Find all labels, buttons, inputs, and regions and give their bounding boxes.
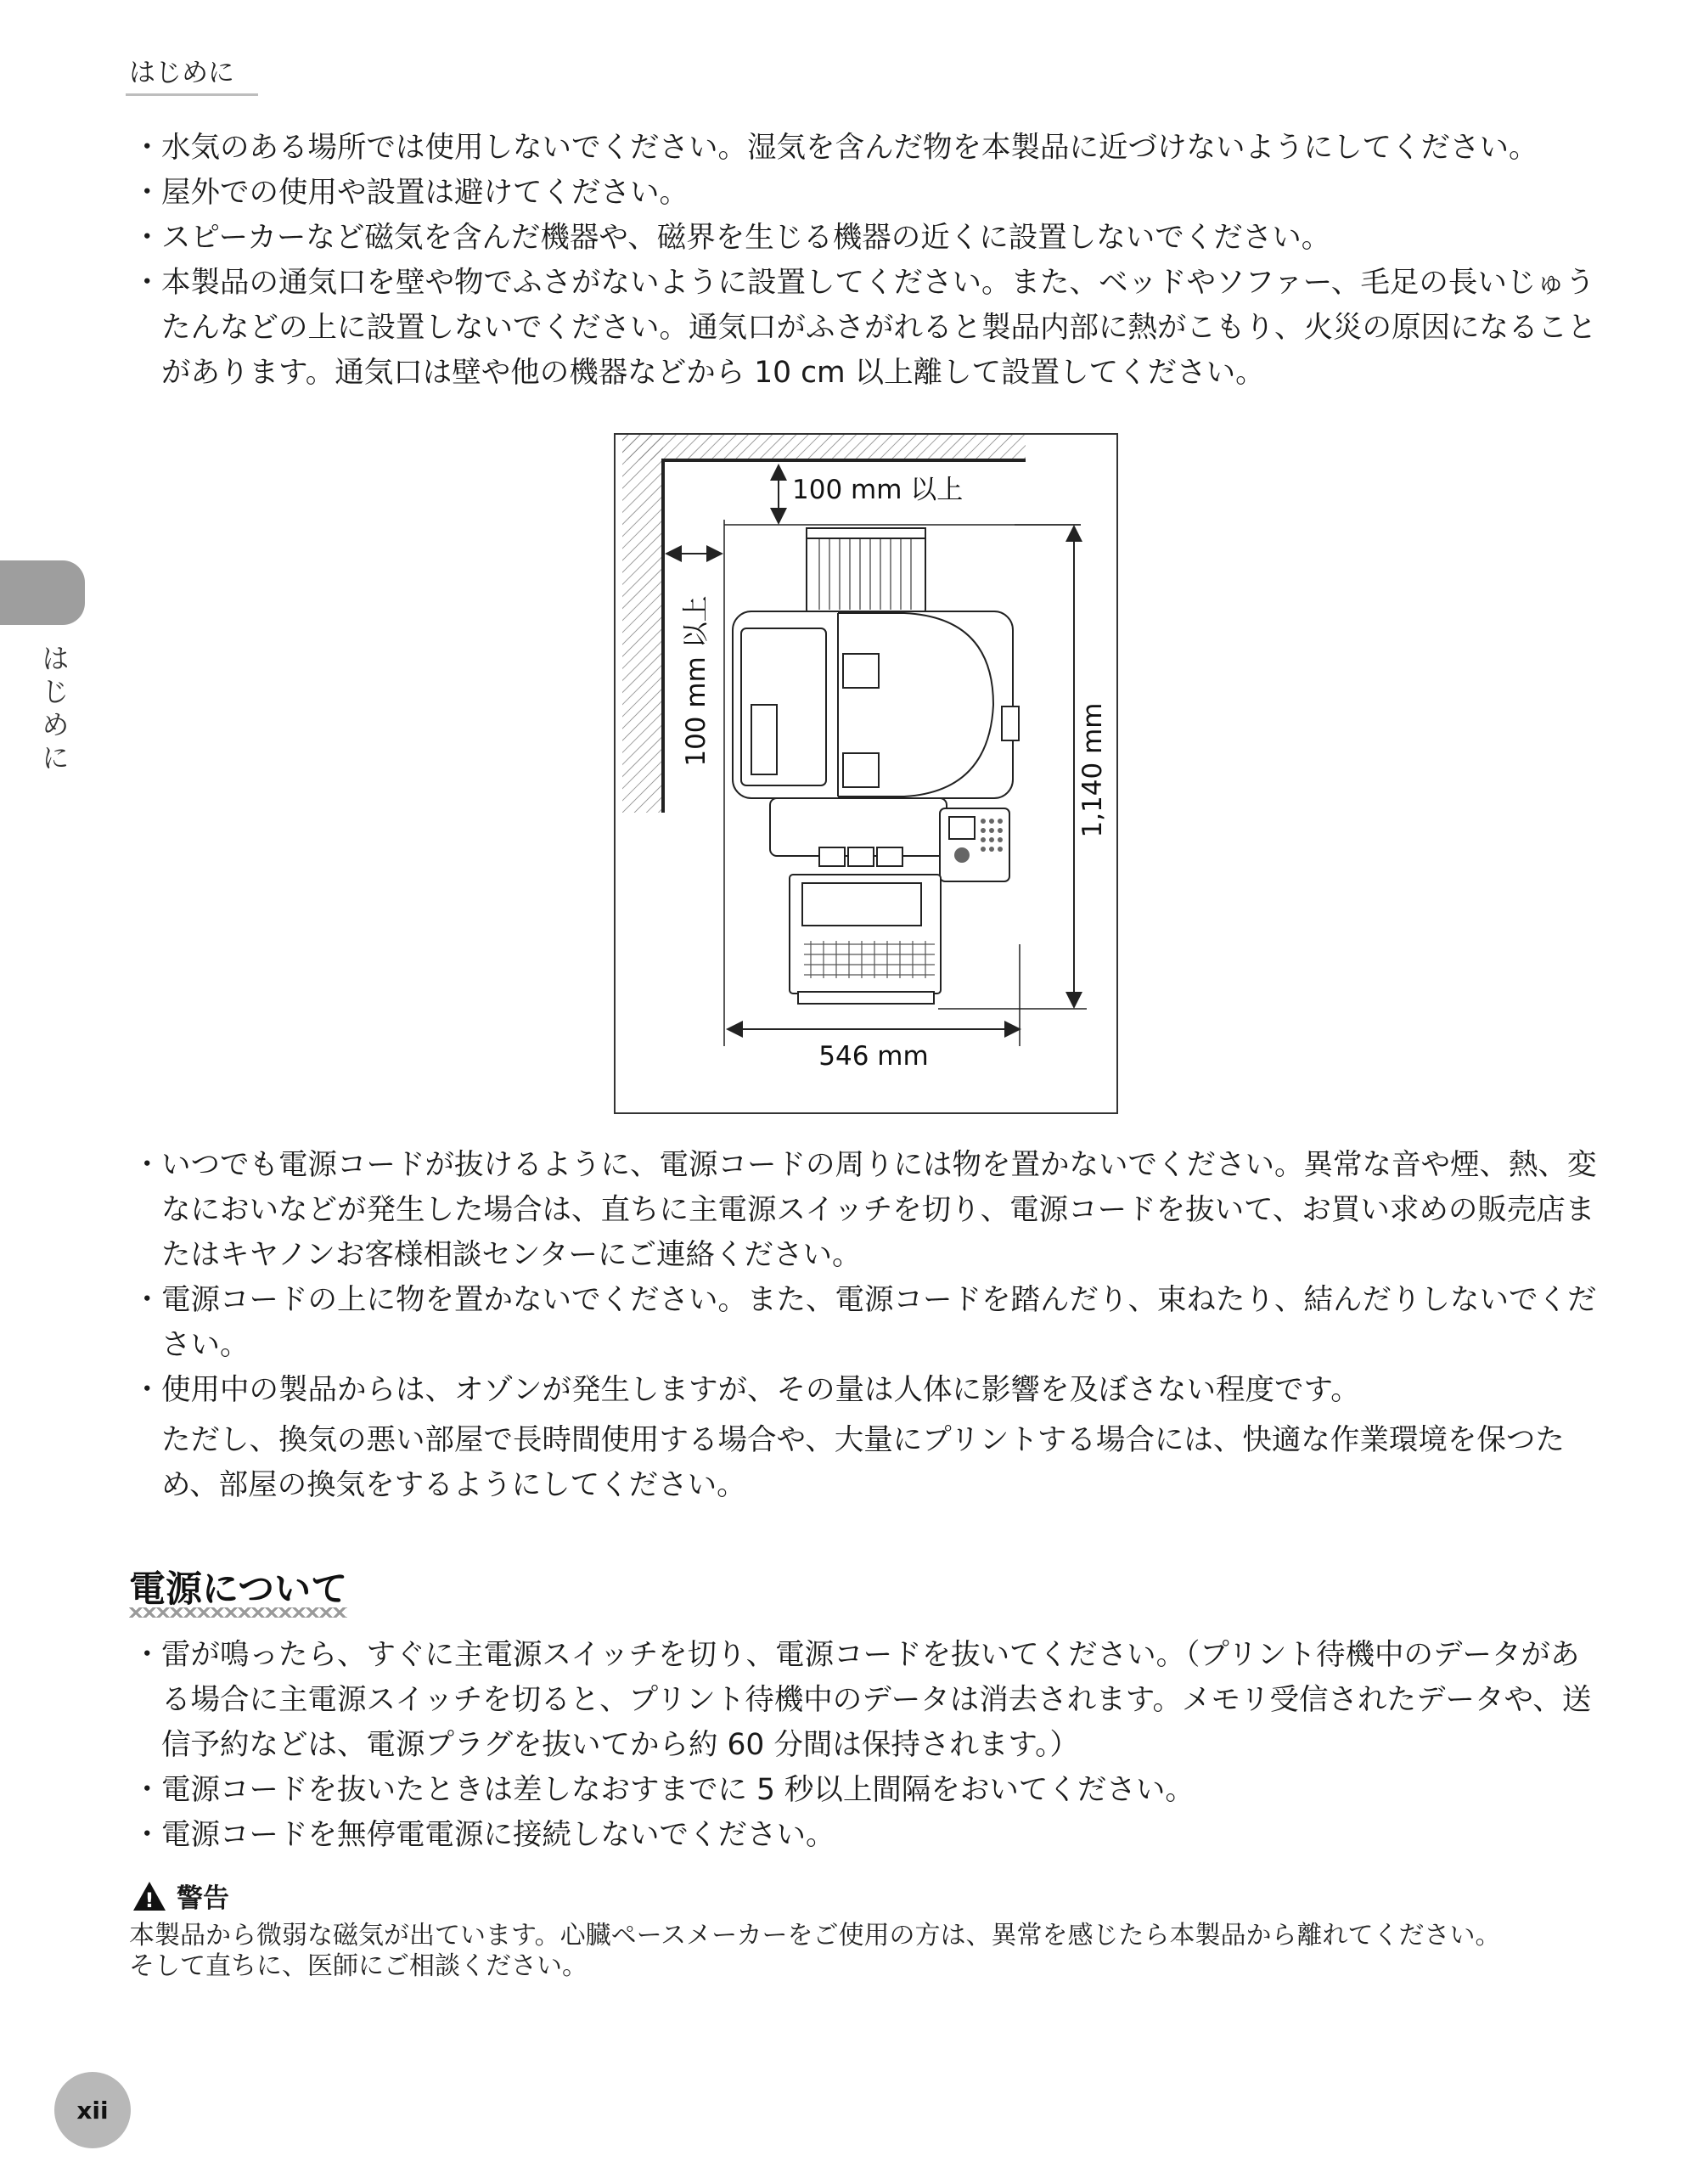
bullet-dot: ・ [132, 131, 162, 165]
list-item [126, 261, 1603, 396]
header-rule [126, 93, 258, 96]
list-item [126, 1368, 1603, 1508]
bullet-dot: ・ [132, 1283, 162, 1317]
middle-bullet-list [126, 1143, 1603, 1508]
bullet-dot: ・ [132, 176, 162, 210]
bullet-text: いつでも電源コードが抜けるように、電源コードの周りには物を置かないでください。異常な音や煙、熱、変なにおいなどが発生した場合は、直ちに主電源スイッチを切り、電源コードを抜いて、お買い求めの販売店またはキヤノンお客様相談センターにご連絡ください。 [161, 1148, 1597, 1272]
list-item [126, 1813, 1603, 1858]
running-header: はじめに [129, 58, 234, 88]
list-item [126, 216, 1603, 261]
printer-top-view [733, 528, 1019, 1004]
power-bullet-list [126, 1633, 1603, 1858]
bullet-text: 電源コードの上に物を置かないでください。また、電源コードを踏んだり、束ねたり、結んだりしないでください。 [161, 1283, 1597, 1362]
width-label: 546 mm [818, 1041, 929, 1072]
bullet-text: 屋外での使用や設置は避けてください。 [161, 176, 689, 210]
chapter-tab [0, 560, 85, 625]
bullet-continuation: ただし、換気の悪い部屋で長時間使用する場合や、大量にプリントする場合には、快適な作業環境を保つため、部屋の換気をするようにしてください。 [161, 1423, 1565, 1502]
list-item [126, 1633, 1603, 1768]
warning-icon-symbol: ! [144, 1888, 155, 1911]
bullet-text: 使用中の製品からは、オゾンが発生しますが、その量は人体に影響を及ぼさない程度です。 [161, 1373, 1360, 1407]
top-bullet-list [126, 126, 1603, 396]
warning-line: そして直ちに、医師にご相談ください。 [129, 1951, 588, 1981]
chapter-tab-label: はじめに [37, 644, 70, 776]
top-clearance-label: 100 mm 以上 [792, 475, 964, 505]
installation-clearance-figure [614, 433, 1118, 1114]
depth-label: 1,140 mm [1077, 702, 1108, 838]
list-item [126, 126, 1603, 171]
warning-label: 警告 [177, 1883, 229, 1914]
page-number: xii [54, 2072, 131, 2148]
bullet-text: 電源コードを無停電電源に接続しないでください。 [161, 1818, 835, 1852]
bullet-text: 雷が鳴ったら、すぐに主電源スイッチを切り、電源コードを抜いてください。（プリント待機中のデータがある場合に主電源スイッチを切ると、プリント待機中のデータは消去されます。メモリ受信されたデータや、送信予約などは、電源プラグを抜いてから約 60 分間は保持されます。） [161, 1638, 1592, 1762]
list-item [126, 171, 1603, 216]
bullet-text: 水気のある場所では使用しないでください。湿気を含んだ物を本製品に近づけないようにしてください。 [161, 131, 1538, 165]
bullet-text: スピーカーなど磁気を含んだ機器や、磁界を生じる機器の近くに設置しないでください。 [161, 221, 1331, 255]
bullet-dot: ・ [132, 1773, 162, 1807]
bullet-text: 本製品の通気口を壁や物でふさがないように設置してください。また、ベッドやソファー、毛足の長いじゅうたんなどの上に設置しないでください。通気口がふさがれると製品内部に熱がこもり、火災の原因になることがあります。通気口は壁や他の機器などから 10 cm 以上離して設置してください。 [161, 266, 1597, 390]
left-clearance-label: 100 mm 以上 [681, 595, 711, 767]
warning-text [129, 1921, 1623, 1982]
bullet-dot: ・ [132, 1818, 162, 1852]
bullet-dot: ・ [132, 266, 162, 300]
warning-heading [132, 1877, 229, 1915]
warning-triangle-icon [132, 1881, 166, 1911]
warning-line: 本製品から微弱な磁気が出ています。心臓ペースメーカーをご使用の方は、異常を感じたら本製品から離れてください。 [129, 1921, 1501, 1950]
bullet-dot: ・ [132, 1373, 162, 1407]
list-item [126, 1768, 1603, 1813]
bullet-dot: ・ [132, 1638, 162, 1672]
list-item [126, 1278, 1603, 1368]
bullet-dot: ・ [132, 221, 162, 255]
clearance-diagram [616, 435, 1116, 1112]
section-title: 電源について [129, 1561, 347, 1618]
bullet-text: 電源コードを抜いたときは差しなおすまでに 5 秒以上間隔をおいてください。 [161, 1773, 1195, 1807]
list-item [126, 1143, 1603, 1278]
bullet-dot: ・ [132, 1148, 162, 1182]
